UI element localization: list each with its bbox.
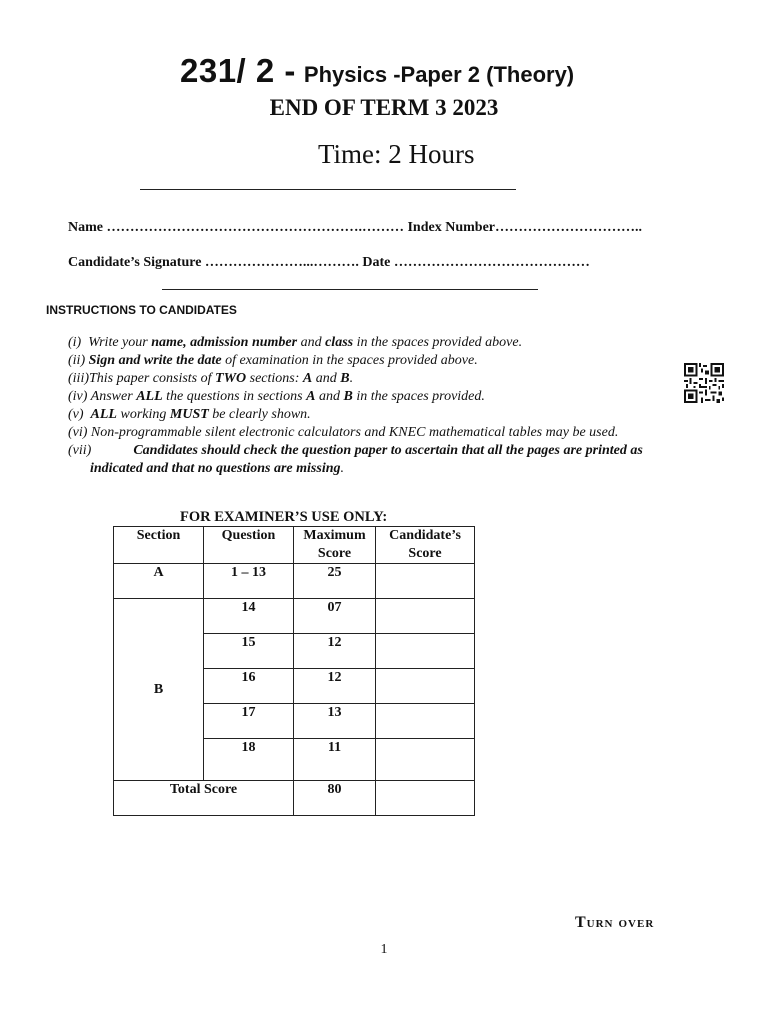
header-max-score: Maximum Score	[294, 527, 376, 564]
exam-duration: Time: 2 Hours	[318, 139, 475, 169]
table-row	[114, 564, 475, 599]
examiner-score-table	[113, 526, 475, 816]
max-score: 12	[294, 634, 376, 669]
instr-emphasis: B	[340, 371, 350, 386]
instruction-item: (iii)This paper consists of TWO sections: A and B.	[68, 371, 354, 386]
instr-emphasis: class	[325, 335, 354, 350]
question-number: 17	[204, 704, 294, 739]
candidate-score-cell[interactable]	[376, 704, 475, 739]
instr-emphasis: A	[302, 371, 313, 386]
question-range: 1 – 13	[204, 564, 294, 599]
section-a-label: A	[114, 564, 204, 599]
instr-emphasis: A	[306, 389, 316, 404]
candidate-score-cell[interactable]	[376, 599, 475, 634]
page-number: 1	[380, 942, 388, 957]
candidate-score-cell[interactable]	[376, 669, 475, 704]
max-score: 07	[294, 599, 376, 634]
turn-over-note: Turn over	[575, 914, 655, 931]
instruction-item: (ii) Sign and write the date of examination in the spaces provided above.	[68, 353, 478, 368]
name-index-field[interactable]: Name ……………………………………………….……… Index Number…………………………..	[68, 220, 642, 235]
section-b-label: B	[114, 599, 204, 781]
header-section: Section	[114, 527, 204, 564]
instructions-heading: INSTRUCTIONS TO CANDIDATES	[46, 303, 237, 317]
instr-emphasis: ALL	[136, 389, 163, 404]
total-candidate-score-cell[interactable]	[376, 781, 475, 816]
header-divider	[140, 189, 516, 190]
exam-term	[0, 95, 768, 121]
instr-emphasis: Candidates should check the question paper to ascertain that all the pages are printed as	[133, 443, 643, 458]
instr-emphasis: MUST	[169, 407, 209, 422]
max-score: 13	[294, 704, 376, 739]
table-header-row	[114, 527, 475, 564]
total-row	[114, 781, 475, 816]
instruction-item: (vii) Candidates should check the question paper to ascertain that all the pages are printed as	[68, 443, 643, 458]
instr-emphasis: indicated and that no questions are missing	[90, 461, 341, 476]
examiner-heading: FOR EXAMINER’S USE ONLY:	[180, 509, 388, 525]
instruction-item: (iv) Answer ALL the questions in sections A and B in the spaces provided.	[68, 389, 485, 404]
candidate-score-cell[interactable]	[376, 564, 475, 599]
table-row	[114, 599, 475, 634]
instruction-item: (vi) Non-programmable silent electronic calculators and KNEC mathematical tables may be used.	[68, 425, 619, 440]
instr-emphasis: TWO	[215, 371, 247, 386]
max-score: 12	[294, 669, 376, 704]
signature-date-field[interactable]: Candidate’s Signature …………………...………. Date ……………………………………	[68, 255, 590, 270]
total-label: Total Score	[114, 781, 294, 816]
instruction-item: (i) Write your name, admission number and class in the spaces provided above.	[68, 335, 523, 350]
instruction-item-continued: indicated and that no questions are missing.	[90, 461, 344, 476]
qr-code-icon	[684, 363, 724, 403]
exam-term-text: END OF TERM 3 2023	[269, 95, 499, 120]
max-score: 11	[294, 739, 376, 781]
candidate-score-cell[interactable]	[376, 634, 475, 669]
question-number: 16	[204, 669, 294, 704]
instruction-item: (v) ALL working MUST be clearly shown.	[68, 407, 311, 422]
candidate-score-cell[interactable]	[376, 739, 475, 781]
instr-emphasis: name, admission number	[151, 335, 298, 350]
instr-emphasis: Sign and write the date	[88, 353, 222, 368]
max-score: 25	[294, 564, 376, 599]
question-number: 14	[204, 599, 294, 634]
paper-title	[180, 52, 574, 90]
instr-emphasis: B	[343, 389, 353, 404]
header-candidate-score: Candidate’s Score	[376, 527, 475, 564]
instr-emphasis: ALL	[90, 407, 117, 422]
paper-code: 231/ 2 -	[180, 52, 296, 89]
question-number: 15	[204, 634, 294, 669]
total-max-score: 80	[294, 781, 376, 816]
question-number: 18	[204, 739, 294, 781]
paper-subject: Physics -Paper 2 (Theory)	[303, 62, 575, 87]
fields-divider	[162, 289, 538, 290]
header-question: Question	[204, 527, 294, 564]
